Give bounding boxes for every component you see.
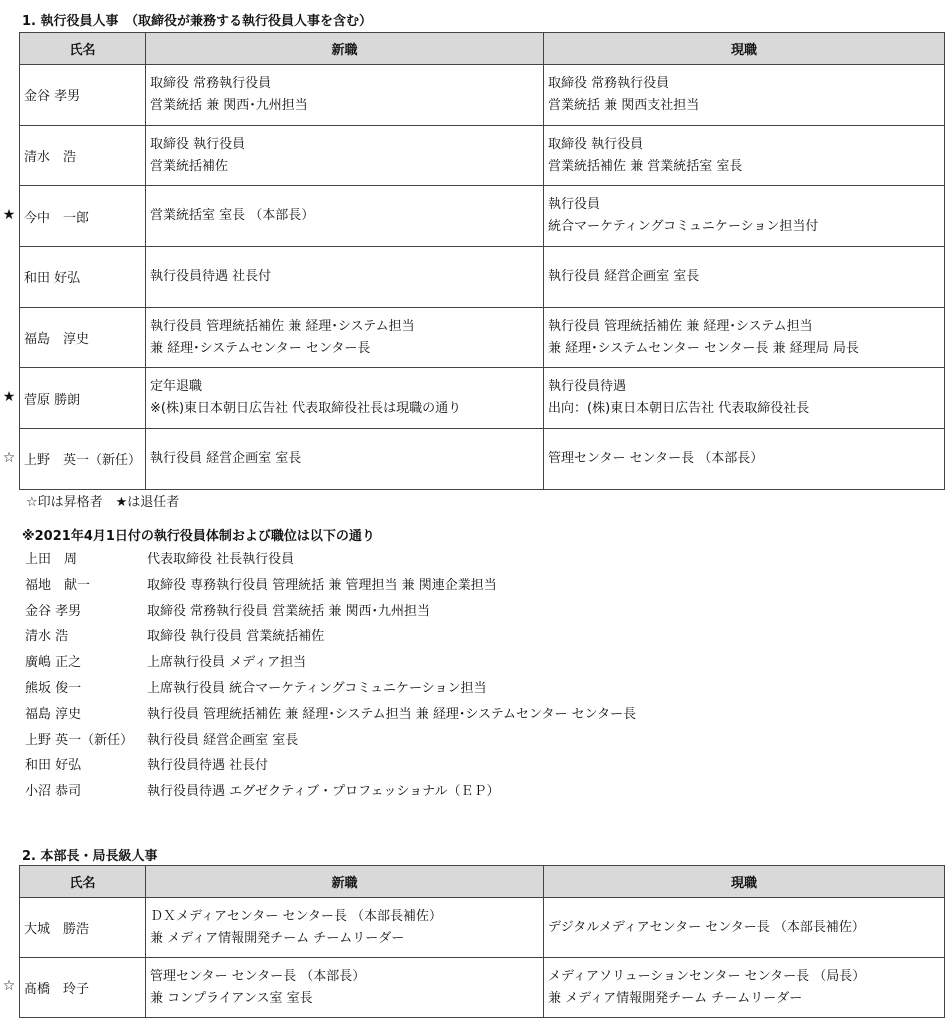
current-position-line: 取締役 常務執行役員	[548, 75, 670, 91]
executive-table	[19, 32, 945, 490]
person-name: 和田 好弘	[24, 271, 81, 287]
cell-name	[20, 429, 146, 490]
current-position-line: 営業統括 兼 関西支社担当	[548, 97, 700, 113]
current-position-line: 営業統括補佐 兼 営業統括室 室長	[548, 158, 743, 174]
cell-name	[20, 247, 146, 308]
cell-name	[20, 65, 146, 126]
current-position-line: デジタルメディアセンター センター長 （本部長補佐）	[548, 919, 865, 935]
table-row	[20, 247, 945, 308]
current-position-line: メディアソリューションセンター センター長 （局長）	[548, 968, 866, 984]
current-position-line: 管理センター センター長 （本部長）	[548, 450, 764, 466]
new-position-line: 取締役 執行役員	[150, 136, 246, 152]
list-item-role: 代表取締役 社長執行役員	[147, 552, 295, 567]
list-item-name: 福島 淳史	[25, 706, 82, 722]
cell-current	[544, 368, 945, 429]
cell-name	[20, 898, 146, 958]
cell-current	[544, 65, 945, 126]
table-header-row	[20, 866, 945, 898]
list-item-role: 執行役員待遇 エグゼクティブ・プロフェッショナル（ＥＰ）	[147, 784, 500, 800]
list-item	[25, 728, 636, 754]
header-name: 氏名	[20, 866, 146, 898]
header-name: 氏名	[20, 33, 146, 65]
cell-new	[146, 65, 544, 126]
person-name: 金谷 孝男	[24, 89, 81, 105]
table-row	[20, 65, 945, 126]
cell-current	[544, 125, 945, 186]
executive-list	[25, 547, 636, 805]
table-header-row	[20, 33, 945, 65]
retiree-star-marker: ★	[2, 206, 16, 223]
cell-current	[544, 898, 945, 958]
header-new: 新職	[146, 866, 544, 898]
cell-new	[146, 125, 544, 186]
director-table	[19, 865, 945, 1018]
list-item-role: 執行役員待遇 社長付	[147, 758, 269, 774]
list-item-name: 上野 英一（新任）	[25, 732, 134, 748]
table-row	[20, 125, 945, 186]
list-item-role: 取締役 執行役員 営業統括補佐	[147, 629, 325, 645]
list-item-role: 上席執行役員 統合マーケティングコミュニケーション担当	[147, 680, 487, 696]
list-item-role: 取締役 専務執行役員 管理統括 兼 管理担当 兼 関連企業担当	[147, 577, 497, 593]
person-name: 今中 一郎	[24, 210, 90, 226]
table-row	[20, 186, 945, 247]
table-row	[20, 429, 945, 490]
cell-current	[544, 958, 945, 1018]
current-position-line: 執行役員 経営企画室 室長	[548, 268, 700, 284]
cell-new	[146, 247, 544, 308]
list-item	[25, 676, 636, 702]
new-position-line: 営業統括補佐	[150, 158, 229, 174]
cell-current	[544, 307, 945, 368]
person-name: 清水 浩	[24, 150, 77, 166]
new-position-line: ※(株)東日本朝日広告社 代表取締役社長は現職の通り	[150, 401, 462, 417]
current-position-line: 兼 メディア情報開発チーム チームリーダー	[548, 990, 803, 1006]
cell-new	[146, 429, 544, 490]
list-item-name: 廣嶋 正之	[25, 655, 82, 671]
header-new: 新職	[146, 33, 544, 65]
new-position-line: 定年退職	[150, 379, 203, 395]
list-item	[25, 702, 636, 728]
list-item-name: 小沼 恭司	[25, 784, 82, 800]
list-item	[25, 650, 636, 676]
current-position-line: 取締役 執行役員	[548, 136, 644, 152]
new-position-line: 管理センター センター長 （本部長）	[150, 968, 366, 984]
new-position-line: 取締役 常務執行役員	[150, 75, 272, 91]
current-position-line: 執行役員待遇	[548, 379, 627, 395]
person-name: 菅原 勝朗	[24, 392, 81, 408]
cell-current	[544, 186, 945, 247]
list-item	[25, 753, 636, 779]
cell-name	[20, 125, 146, 186]
cell-new	[146, 898, 544, 958]
new-position-line: 執行役員待遇 社長付	[150, 268, 272, 284]
person-name: 髙橋 玲子	[24, 982, 90, 997]
list-item-name: 清水 浩	[25, 629, 69, 645]
list-item-name: 金谷 孝男	[25, 603, 82, 619]
person-name: 上野 英一（新任）	[24, 453, 142, 469]
table-row	[20, 958, 945, 1018]
list-item-role: 取締役 常務執行役員 営業統括 兼 関西･九州担当	[147, 603, 431, 619]
cell-new	[146, 307, 544, 368]
current-position-line: 執行役員	[548, 197, 601, 213]
person-name: 福島 淳史	[24, 332, 90, 348]
new-position-line: 執行役員 経営企画室 室長	[150, 450, 302, 466]
new-position-line: 営業統括室 室長 （本部長）	[150, 208, 315, 224]
current-position-line: 執行役員 管理統括補佐 兼 経理･システム担当	[548, 318, 813, 334]
section2-title: 2. 本部長・局長級人事	[22, 849, 158, 864]
person-name: 大城 勝浩	[24, 922, 90, 937]
header-current: 現職	[544, 33, 945, 65]
list-item	[25, 624, 636, 650]
cell-name	[20, 307, 146, 368]
table-row	[20, 898, 945, 958]
list-item-role: 執行役員 経営企画室 室長	[147, 732, 299, 748]
cell-current	[544, 429, 945, 490]
list-item-role: 上席執行役員 メディア担当	[147, 655, 307, 671]
current-position-line: 統合マーケティングコミュニケーション担当付	[548, 219, 819, 235]
new-position-line: 兼 コンプライアンス室 室長	[150, 990, 313, 1006]
section1-title: 1. 執行役員人事 （取締役が兼務する執行役員人事を含む）	[22, 14, 373, 29]
cell-name	[20, 368, 146, 429]
list-item-name: 和田 好弘	[25, 758, 82, 774]
structure-title: ※2021年4月1日付の執行役員体制および職位は以下の通り	[22, 529, 375, 544]
list-item	[25, 573, 636, 599]
current-position-line: 出向：(株)東日本朝日広告社 代表取締役社長	[548, 401, 810, 417]
new-position-line: ＤＸメディアセンター センター長 （本部長補佐）	[150, 908, 443, 924]
current-position-line: 兼 経理･システムセンター センター長 兼 経理局 局長	[548, 340, 859, 356]
legend-note: ☆印は昇格者 ★は退任者	[26, 495, 180, 510]
table-row	[20, 307, 945, 368]
cell-new	[146, 368, 544, 429]
cell-new	[146, 186, 544, 247]
list-item-name: 熊坂 俊一	[25, 680, 82, 696]
cell-current	[544, 247, 945, 308]
cell-name	[20, 958, 146, 1018]
new-position-line: 兼 メディア情報開発チーム チームリーダー	[150, 930, 405, 946]
cell-new	[146, 958, 544, 1018]
retiree-star-marker: ★	[2, 388, 16, 405]
list-item-name: 福地 献一	[25, 577, 91, 593]
list-item	[25, 779, 636, 805]
new-position-line: 営業統括 兼 関西･九州担当	[150, 97, 308, 113]
cell-name	[20, 186, 146, 247]
list-item	[25, 547, 636, 573]
header-current: 現職	[544, 866, 945, 898]
table-row	[20, 368, 945, 429]
new-position-line: 執行役員 管理統括補佐 兼 経理･システム担当	[150, 318, 415, 334]
list-item-role: 執行役員 管理統括補佐 兼 経理･システム担当 兼 経理･システムセンター センター長	[147, 706, 637, 722]
list-item-name: 上田 周	[25, 552, 78, 567]
new-position-line: 兼 経理･システムセンター センター長	[150, 340, 371, 356]
promotion-star-marker: ☆	[2, 978, 16, 994]
list-item	[25, 599, 636, 625]
promotion-star-marker: ☆	[2, 449, 16, 466]
